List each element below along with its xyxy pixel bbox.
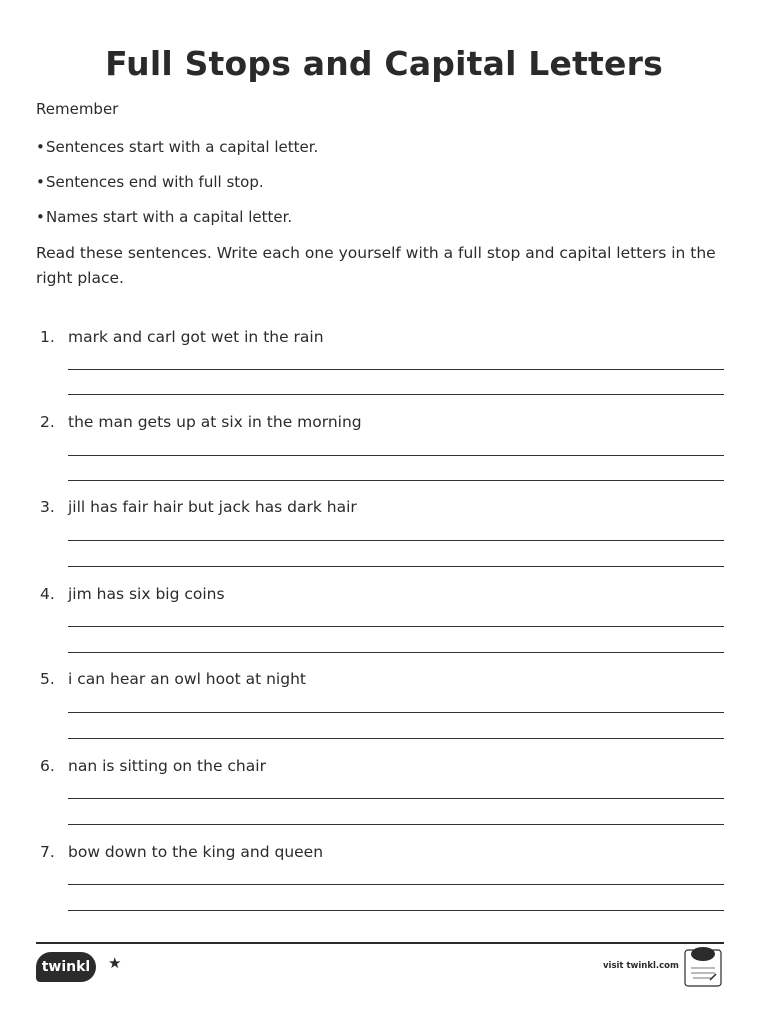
question-text: bow down to the king and queen [68,843,324,861]
answer-line[interactable] [68,910,724,911]
answer-line[interactable] [68,884,724,885]
question-number: 4. [40,585,55,603]
answer-line[interactable] [68,626,724,627]
quality-badge-icon [682,944,724,988]
question-text: mark and carl got wet in the rain [68,328,324,346]
twinkl-logo[interactable]: twinkl [36,952,96,982]
answer-line[interactable] [68,798,724,799]
answer-line[interactable] [68,480,724,481]
bullet-icon: • [36,208,45,226]
bullet-icon: • [36,138,45,156]
answer-line[interactable] [68,652,724,653]
rule-text: Sentences start with a capital letter. [46,138,319,156]
rule-text: Sentences end with full stop. [46,173,264,191]
footer-divider [36,942,724,944]
question-text: i can hear an owl hoot at night [68,670,306,688]
remember-heading: Remember [36,100,119,118]
answer-line[interactable] [68,394,724,395]
question-number: 3. [40,498,55,516]
rule-text: Names start with a capital letter. [46,208,293,226]
question-number: 5. [40,670,55,688]
list-item [36,172,318,207]
answer-line[interactable] [68,824,724,825]
bullet-icon: • [36,173,45,191]
answer-line[interactable] [68,566,724,567]
question-text: jim has six big coins [68,585,225,603]
visit-link[interactable]: visit twinkl.com [603,961,679,971]
star-icon: ★ [108,954,122,972]
rules-list [36,137,318,242]
list-item [36,137,318,172]
question-number: 2. [40,413,55,431]
answer-line[interactable] [68,712,724,713]
list-item [36,207,318,242]
question-number: 7. [40,843,55,861]
question-text: nan is sitting on the chair [68,757,266,775]
answer-line[interactable] [68,540,724,541]
answer-line[interactable] [68,738,724,739]
answer-line[interactable] [68,369,724,370]
question-text: the man gets up at six in the morning [68,413,362,431]
page-title: Full Stops and Capital Letters [105,44,663,83]
question-number: 1. [40,328,55,346]
instructions-text: Read these sentences. Write each one yourself with a full stop and capital letters in the right place. [36,244,716,287]
question-text: jill has fair hair but jack has dark hair [68,498,357,516]
question-number: 6. [40,757,55,775]
answer-line[interactable] [68,455,724,456]
